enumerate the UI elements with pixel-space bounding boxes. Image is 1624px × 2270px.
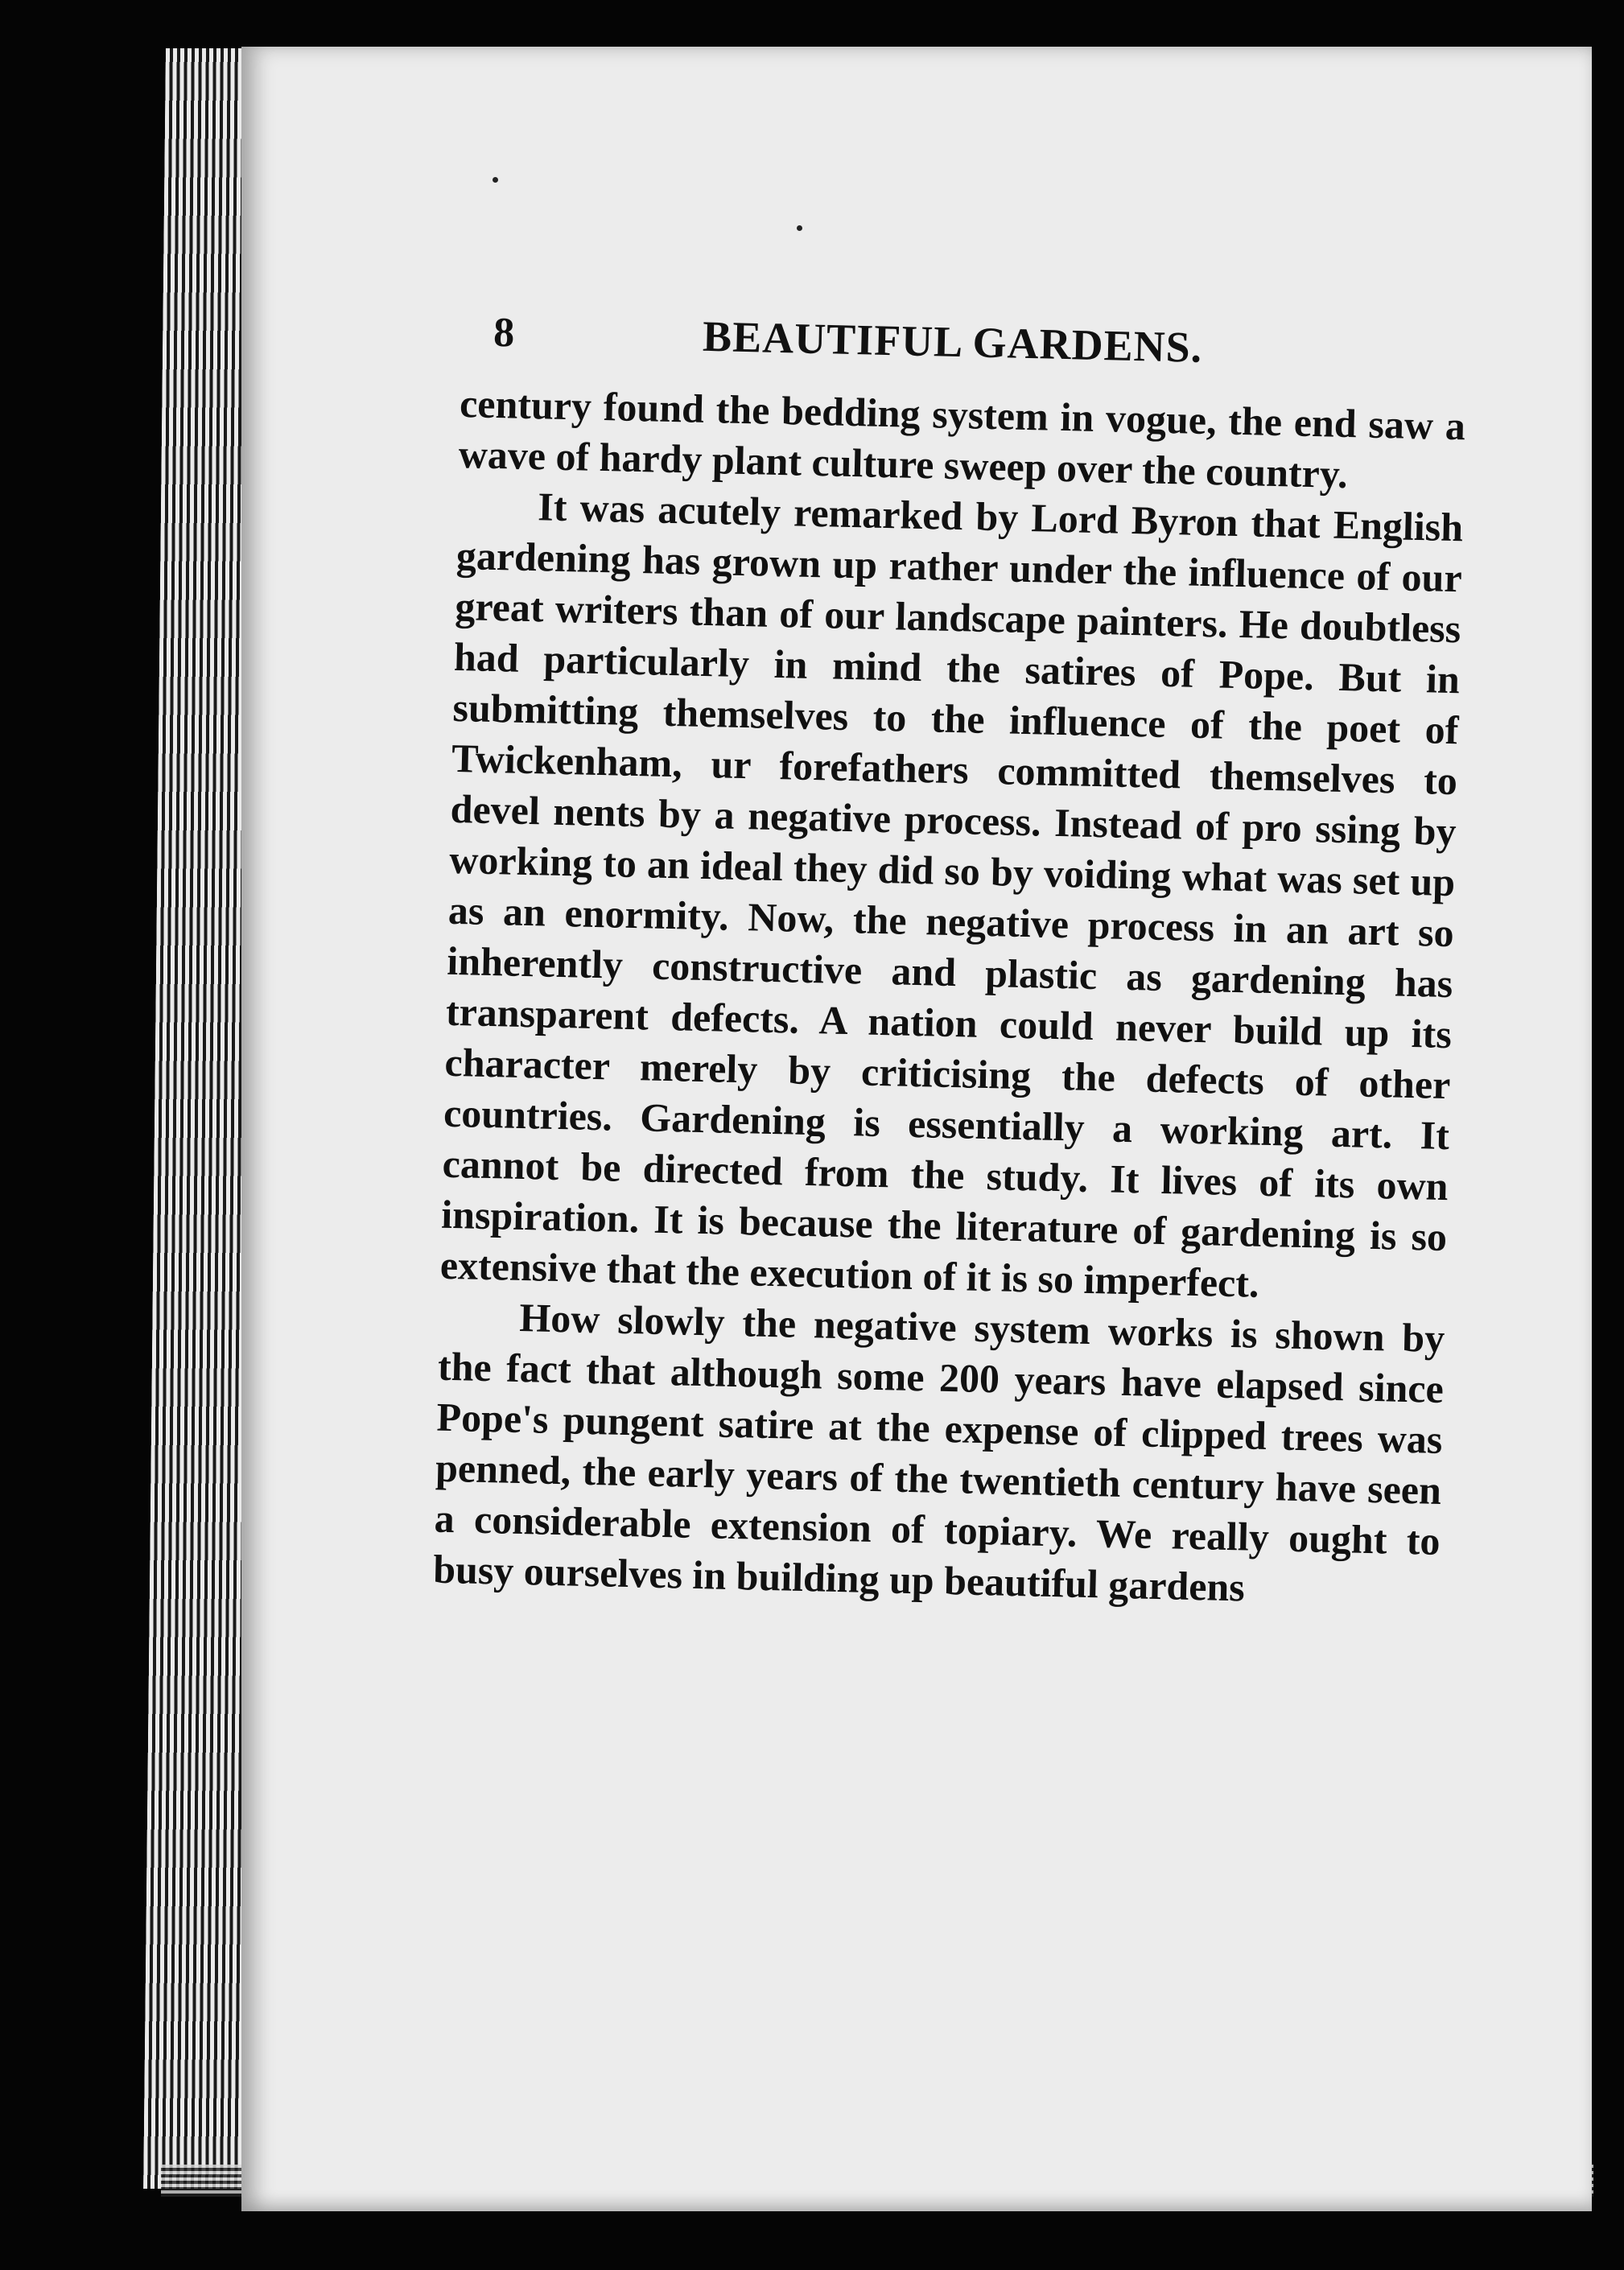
page-number: 8 <box>493 309 515 356</box>
ink-speck <box>493 177 498 183</box>
page-text <box>433 306 1468 1617</box>
ink-speck <box>797 225 802 231</box>
paragraph-byron: It was acutely remarked by Lord Byron that English gardening has grown up rather under the influence of our great writers than of our landscape painters. He doubtless had particularly in mind the satires of Pope. But in submitting themselves to the influence of the poet of Twickenham, ur forefathers committed themselves to devel nents by a negative process. Instead of pro ssing by working to an ideal they did so by voiding what was set up as an enormity. Now, the negative process in an art so inherently constructive and plastic as gardening has transparent defects. A nation could never build up its character merely by criticising the defects of other countries. Gardening is essentially a working art. It cannot be directed from the study. It lives of its own inspiration. It is because the literature of gardening is so extensive that the execution of it is so imperfect. <box>439 484 1464 1306</box>
paragraph-negative-system: How slowly the negative system works is shown by the fact that although some 200 years have elapsed since Pope's pungent satire at the expense of clipped trees was penned, the early years of the twentieth century have seen a considerable extension of topiary. We really ought to busy ourselves in building up beautiful gardens <box>432 1294 1445 1610</box>
running-title: BEAUTIFUL GARDENS. <box>702 311 1203 372</box>
paragraph-continuation: century found the bedding system in vogue, the end saw a wave of hardy plant culture sweep over the country. <box>458 380 1466 497</box>
